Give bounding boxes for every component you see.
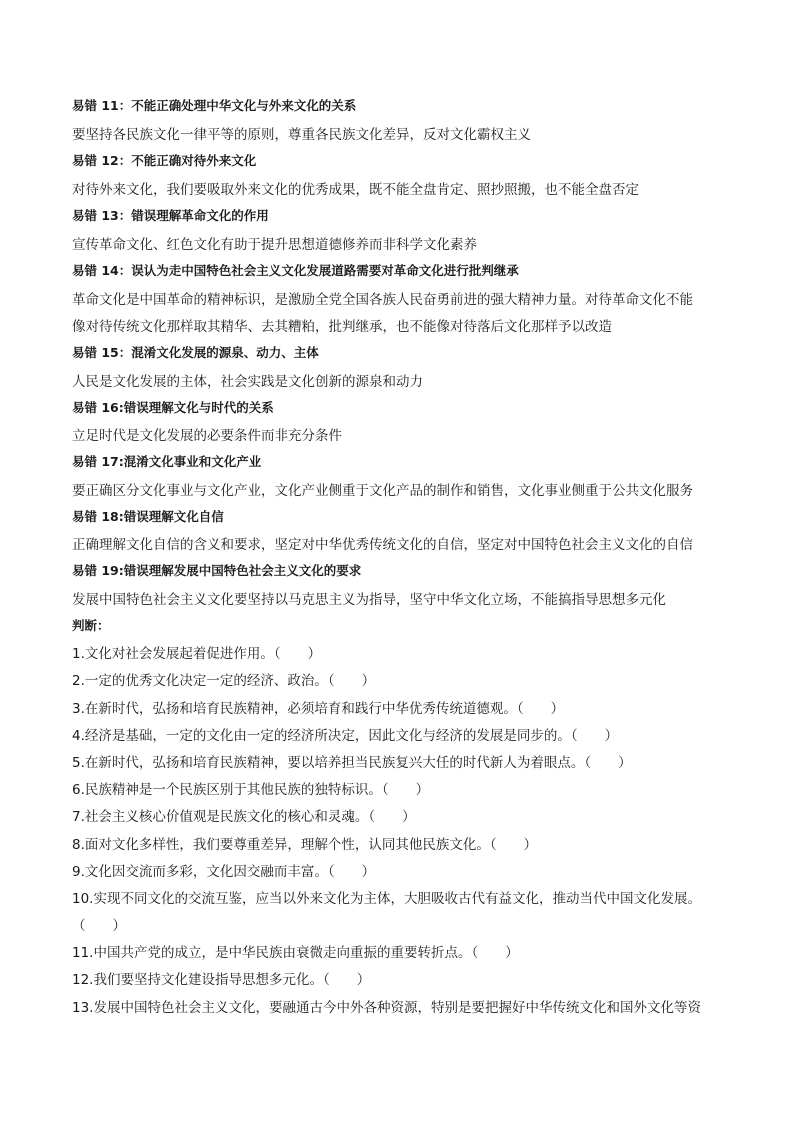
question-item: 13.发展中国特色社会主义文化，要融通古今中外各种资源，特别是要把握好中华传统文化和国外文化等资 <box>72 1000 701 1016</box>
section-16-text: 立足时代是文化发展的必要条件而非充分条件 <box>72 428 342 444</box>
section-19-text: 发展中国特色社会主义文化要坚持以马克思主义为指导，坚守中华文化立场，不能搞指导思想多元化 <box>72 592 666 608</box>
question-item: 10.实现不同文化的交流互鉴，应当以外来文化为主体，大胆吸收古代有益文化，推动当代中国文化发展。 <box>72 891 701 907</box>
judge-heading: 判断： <box>72 618 110 633</box>
section-15-text: 人民是文化发展的主体，社会实践是文化创新的源泉和动力 <box>72 374 423 390</box>
section-18-title: 易错 18:错误理解文化自信 <box>72 509 224 524</box>
question-item: 7.社会主义核心价值观是民族文化的核心和灵魂。（ ） <box>72 809 416 825</box>
section-19-title: 易错 19:错误理解发展中国特色社会主义文化的要求 <box>72 563 362 578</box>
question-item: 3.在新时代，弘扬和培育民族精神，必须培育和践行中华优秀传统道德观。（ ） <box>72 701 565 717</box>
question-item: 9.文化因交流而多彩，文化因交融而丰富。（ ） <box>72 864 376 880</box>
question-item: 1.文化对社会发展起着促进作用。（ ） <box>72 646 322 662</box>
question-item: 6.民族精神是一个民族区别于其他民族的独特标识。（ ） <box>72 782 430 798</box>
section-12-title: 易错 12：不能正确对待外来文化 <box>72 153 257 168</box>
section-18-text: 正确理解文化自信的含义和要求，坚定对中华优秀传统文化的自信，坚定对中国特色社会主义文化的自信 <box>72 537 693 553</box>
section-14-title: 易错 14：误认为走中国特色社会主义文化发展道路需要对革命文化进行批判继承 <box>72 263 519 278</box>
question-item: 2.一定的优秀文化决定一定的经济、政治。（ ） <box>72 673 376 689</box>
section-17-title: 易错 17:混淆文化事业和文化产业 <box>72 454 262 469</box>
section-13-text: 宣传革命文化、红色文化有助于提升思想道德修养而非科学文化素养 <box>72 237 477 253</box>
question-item: 11.中国共产党的成立，是中华民族由衰微走向重振的重要转折点。（ ） <box>72 945 519 961</box>
section-11-text: 要坚持各民族文化一律平等的原则，尊重各民族文化差异，反对文化霸权主义 <box>72 127 531 143</box>
section-12-text: 对待外来文化，我们要吸取外来文化的优秀成果，既不能全盘肯定、照抄照搬，也不能全盘否定 <box>72 182 639 198</box>
section-14-text-1: 革命文化是中国革命的精神标识，是激励全党全国各族人民奋勇前进的强大精神力量。对待革命文化不能 <box>72 292 693 308</box>
question-item: 4.经济是基础，一定的文化由一定的经济所决定，因此文化与经济的发展是同步的。（ ） <box>72 728 619 744</box>
section-16-title: 易错 16:错误理解文化与时代的关系 <box>72 400 274 415</box>
question-item: 8.面对文化多样性，我们要尊重差异，理解个性，认同其他民族文化。（ ） <box>72 837 538 853</box>
section-15-title: 易错 15：混淆文化发展的源泉、动力、主体 <box>72 345 319 360</box>
question-item-continuation: （ ） <box>72 918 126 934</box>
section-11-title: 易错 11：不能正确处理中华文化与外来文化的关系 <box>72 98 357 113</box>
question-item: 12.我们要坚持文化建设指导思想多元化。（ ） <box>72 972 371 988</box>
question-item: 5.在新时代，弘扬和培育民族精神，要以培养担当民族复兴大任的时代新人为着眼点。（ ） <box>72 755 632 771</box>
section-13-title: 易错 13：错误理解革命文化的作用 <box>72 208 269 223</box>
section-17-text: 要正确区分文化事业与文化产业，文化产业侧重于文化产品的制作和销售，文化事业侧重于公共文化服务 <box>72 483 693 499</box>
section-14-text-2: 像对待传统文化那样取其精华、去其糟粕，批判继承，也不能像对待落后文化那样予以改造 <box>72 319 612 335</box>
